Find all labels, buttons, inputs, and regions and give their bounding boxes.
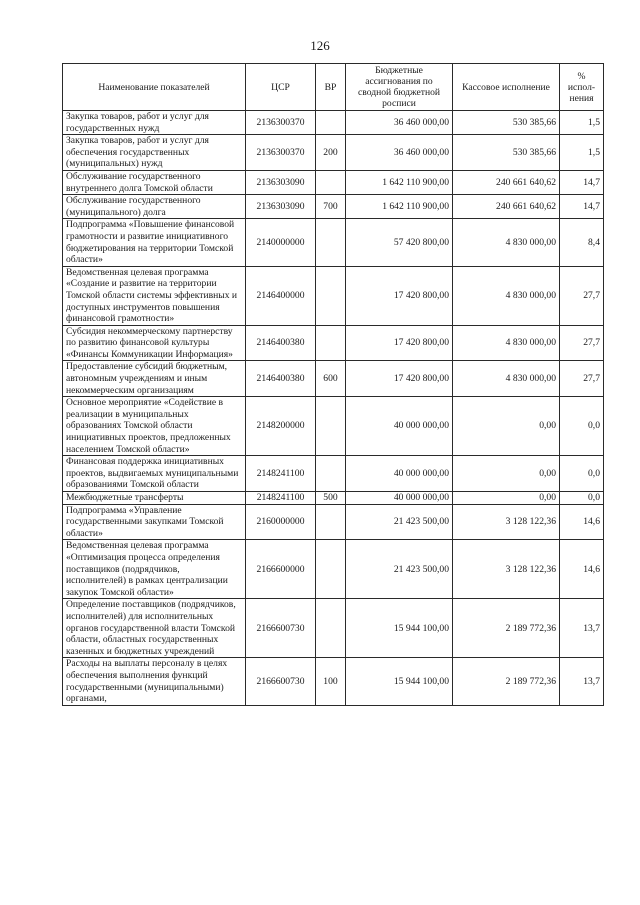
cell-percent: 27,7 [560, 325, 604, 361]
header-name: Наименование показателей [63, 64, 246, 111]
cell-vr [316, 325, 346, 361]
cell-name: Расходы на выплаты персоналу в целях обеспечения выполнения функций государственными (муниципальными) органами, [63, 658, 246, 705]
cell-name: Субсидия некоммерческому партнерству по развитию финансовой культуры «Финансы Коммуникации Информация» [63, 325, 246, 361]
cell-name: Предоставление субсидий бюджетным, автономным учреждениям и иным некоммерческим организациям [63, 361, 246, 397]
cell-csr: 2146400380 [246, 361, 316, 397]
cell-budget: 40 000 000,00 [346, 456, 453, 492]
cell-name: Закупка товаров, работ и услуг для обеспечения государственных (муниципальных) нужд [63, 135, 246, 171]
cell-percent: 14,7 [560, 170, 604, 194]
table-row [63, 540, 604, 599]
cell-vr: 500 [316, 492, 346, 505]
cell-csr: 2166600000 [246, 540, 316, 599]
cell-cash: 4 830 000,00 [453, 219, 560, 266]
cell-csr: 2160000000 [246, 504, 316, 540]
cell-cash: 530 385,66 [453, 135, 560, 171]
cell-cash: 4 830 000,00 [453, 266, 560, 325]
cell-budget: 1 642 110 900,00 [346, 195, 453, 219]
cell-percent: 13,7 [560, 658, 604, 705]
cell-vr: 700 [316, 195, 346, 219]
table-row [63, 266, 604, 325]
cell-cash: 240 661 640,62 [453, 195, 560, 219]
table-row [63, 361, 604, 397]
cell-cash: 0,00 [453, 397, 560, 456]
header-vr: ВР [316, 64, 346, 111]
cell-name: Обслуживание государственного внутреннего долга Томской области [63, 170, 246, 194]
budget-execution-table [62, 63, 604, 706]
table-row [63, 325, 604, 361]
cell-name: Подпрограмма «Управление государственными закупками Томской области» [63, 504, 246, 540]
cell-csr: 2146400000 [246, 266, 316, 325]
cell-cash: 4 830 000,00 [453, 361, 560, 397]
cell-percent: 1,5 [560, 135, 604, 171]
cell-vr [316, 266, 346, 325]
cell-vr [316, 219, 346, 266]
cell-name: Закупка товаров, работ и услуг для государственных нужд [63, 111, 246, 135]
header-percent: % испол-нения [560, 64, 604, 111]
cell-cash: 0,00 [453, 456, 560, 492]
table-header-row [63, 64, 604, 111]
cell-csr: 2136303090 [246, 170, 316, 194]
cell-name: Определение поставщиков (подрядчиков, исполнителей) для исполнительных органов государственной власти Томской области, областных государственных казенных и бюджетных учреждений [63, 599, 246, 658]
cell-percent: 27,7 [560, 361, 604, 397]
cell-name: Обслуживание государственного (муниципального) долга [63, 195, 246, 219]
page-number: 126 [310, 38, 330, 53]
cell-cash: 2 189 772,36 [453, 658, 560, 705]
cell-vr [316, 111, 346, 135]
cell-vr [316, 540, 346, 599]
table-row [63, 658, 604, 705]
table-row [63, 456, 604, 492]
cell-budget: 1 642 110 900,00 [346, 170, 453, 194]
cell-vr [316, 456, 346, 492]
header-cash: Кассовое исполнение [453, 64, 560, 111]
cell-name: Ведомственная целевая программа «Оптимизация процесса определения поставщиков (подрядчиков, исполнителей) в рамках централизации закупок Томской области» [63, 540, 246, 599]
table-row [63, 599, 604, 658]
cell-vr: 100 [316, 658, 346, 705]
header-budget: Бюджетные ассигнования по сводной бюджетной росписи [346, 64, 453, 111]
cell-csr: 2148200000 [246, 397, 316, 456]
cell-csr: 2166600730 [246, 599, 316, 658]
cell-percent: 14,6 [560, 540, 604, 599]
cell-name: Ведомственная целевая программа «Создание и развитие на территории Томской области системы эффективных и доступных инструментов повышения финансовой грамотности» [63, 266, 246, 325]
table-row [63, 135, 604, 171]
cell-cash: 2 189 772,36 [453, 599, 560, 658]
cell-percent: 0,0 [560, 456, 604, 492]
cell-csr: 2148241100 [246, 456, 316, 492]
cell-csr: 2136300370 [246, 135, 316, 171]
cell-percent: 1,5 [560, 111, 604, 135]
cell-csr: 2148241100 [246, 492, 316, 505]
table-row [63, 111, 604, 135]
table-row [63, 504, 604, 540]
cell-percent: 27,7 [560, 266, 604, 325]
cell-vr [316, 170, 346, 194]
cell-budget: 40 000 000,00 [346, 492, 453, 505]
cell-csr: 2166600730 [246, 658, 316, 705]
cell-name: Основное мероприятие «Содействие в реализации в муниципальных образованиях Томской области инициативных проектов, предложенных населением Томской области» [63, 397, 246, 456]
cell-vr [316, 397, 346, 456]
cell-name: Финансовая поддержка инициативных проектов, выдвигаемых муниципальными образованиями Томской области [63, 456, 246, 492]
cell-percent: 14,6 [560, 504, 604, 540]
cell-vr: 200 [316, 135, 346, 171]
cell-vr [316, 504, 346, 540]
table-row [63, 195, 604, 219]
cell-cash: 3 128 122,36 [453, 504, 560, 540]
header-csr: ЦСР [246, 64, 316, 111]
table-row [63, 397, 604, 456]
cell-csr: 2136303090 [246, 195, 316, 219]
cell-cash: 4 830 000,00 [453, 325, 560, 361]
cell-percent: 0,0 [560, 397, 604, 456]
cell-name: Подпрограмма «Повышение финансовой грамотности и развитие инициативного бюджетирования на территории Томской области» [63, 219, 246, 266]
cell-percent: 0,0 [560, 492, 604, 505]
table-row [63, 492, 604, 505]
table-row [63, 219, 604, 266]
cell-budget: 17 420 800,00 [346, 266, 453, 325]
cell-cash: 3 128 122,36 [453, 540, 560, 599]
cell-vr: 600 [316, 361, 346, 397]
cell-budget: 21 423 500,00 [346, 504, 453, 540]
cell-csr: 2140000000 [246, 219, 316, 266]
cell-budget: 15 944 100,00 [346, 658, 453, 705]
cell-cash: 530 385,66 [453, 111, 560, 135]
cell-budget: 40 000 000,00 [346, 397, 453, 456]
cell-budget: 15 944 100,00 [346, 599, 453, 658]
table-row [63, 170, 604, 194]
cell-budget: 57 420 800,00 [346, 219, 453, 266]
cell-vr [316, 599, 346, 658]
cell-budget: 36 460 000,00 [346, 111, 453, 135]
cell-csr: 2146400380 [246, 325, 316, 361]
cell-budget: 17 420 800,00 [346, 361, 453, 397]
cell-percent: 14,7 [560, 195, 604, 219]
cell-csr: 2136300370 [246, 111, 316, 135]
cell-budget: 21 423 500,00 [346, 540, 453, 599]
cell-percent: 8,4 [560, 219, 604, 266]
cell-cash: 240 661 640,62 [453, 170, 560, 194]
cell-cash: 0,00 [453, 492, 560, 505]
cell-budget: 17 420 800,00 [346, 325, 453, 361]
cell-percent: 13,7 [560, 599, 604, 658]
cell-name: Межбюджетные трансферты [63, 492, 246, 505]
cell-budget: 36 460 000,00 [346, 135, 453, 171]
